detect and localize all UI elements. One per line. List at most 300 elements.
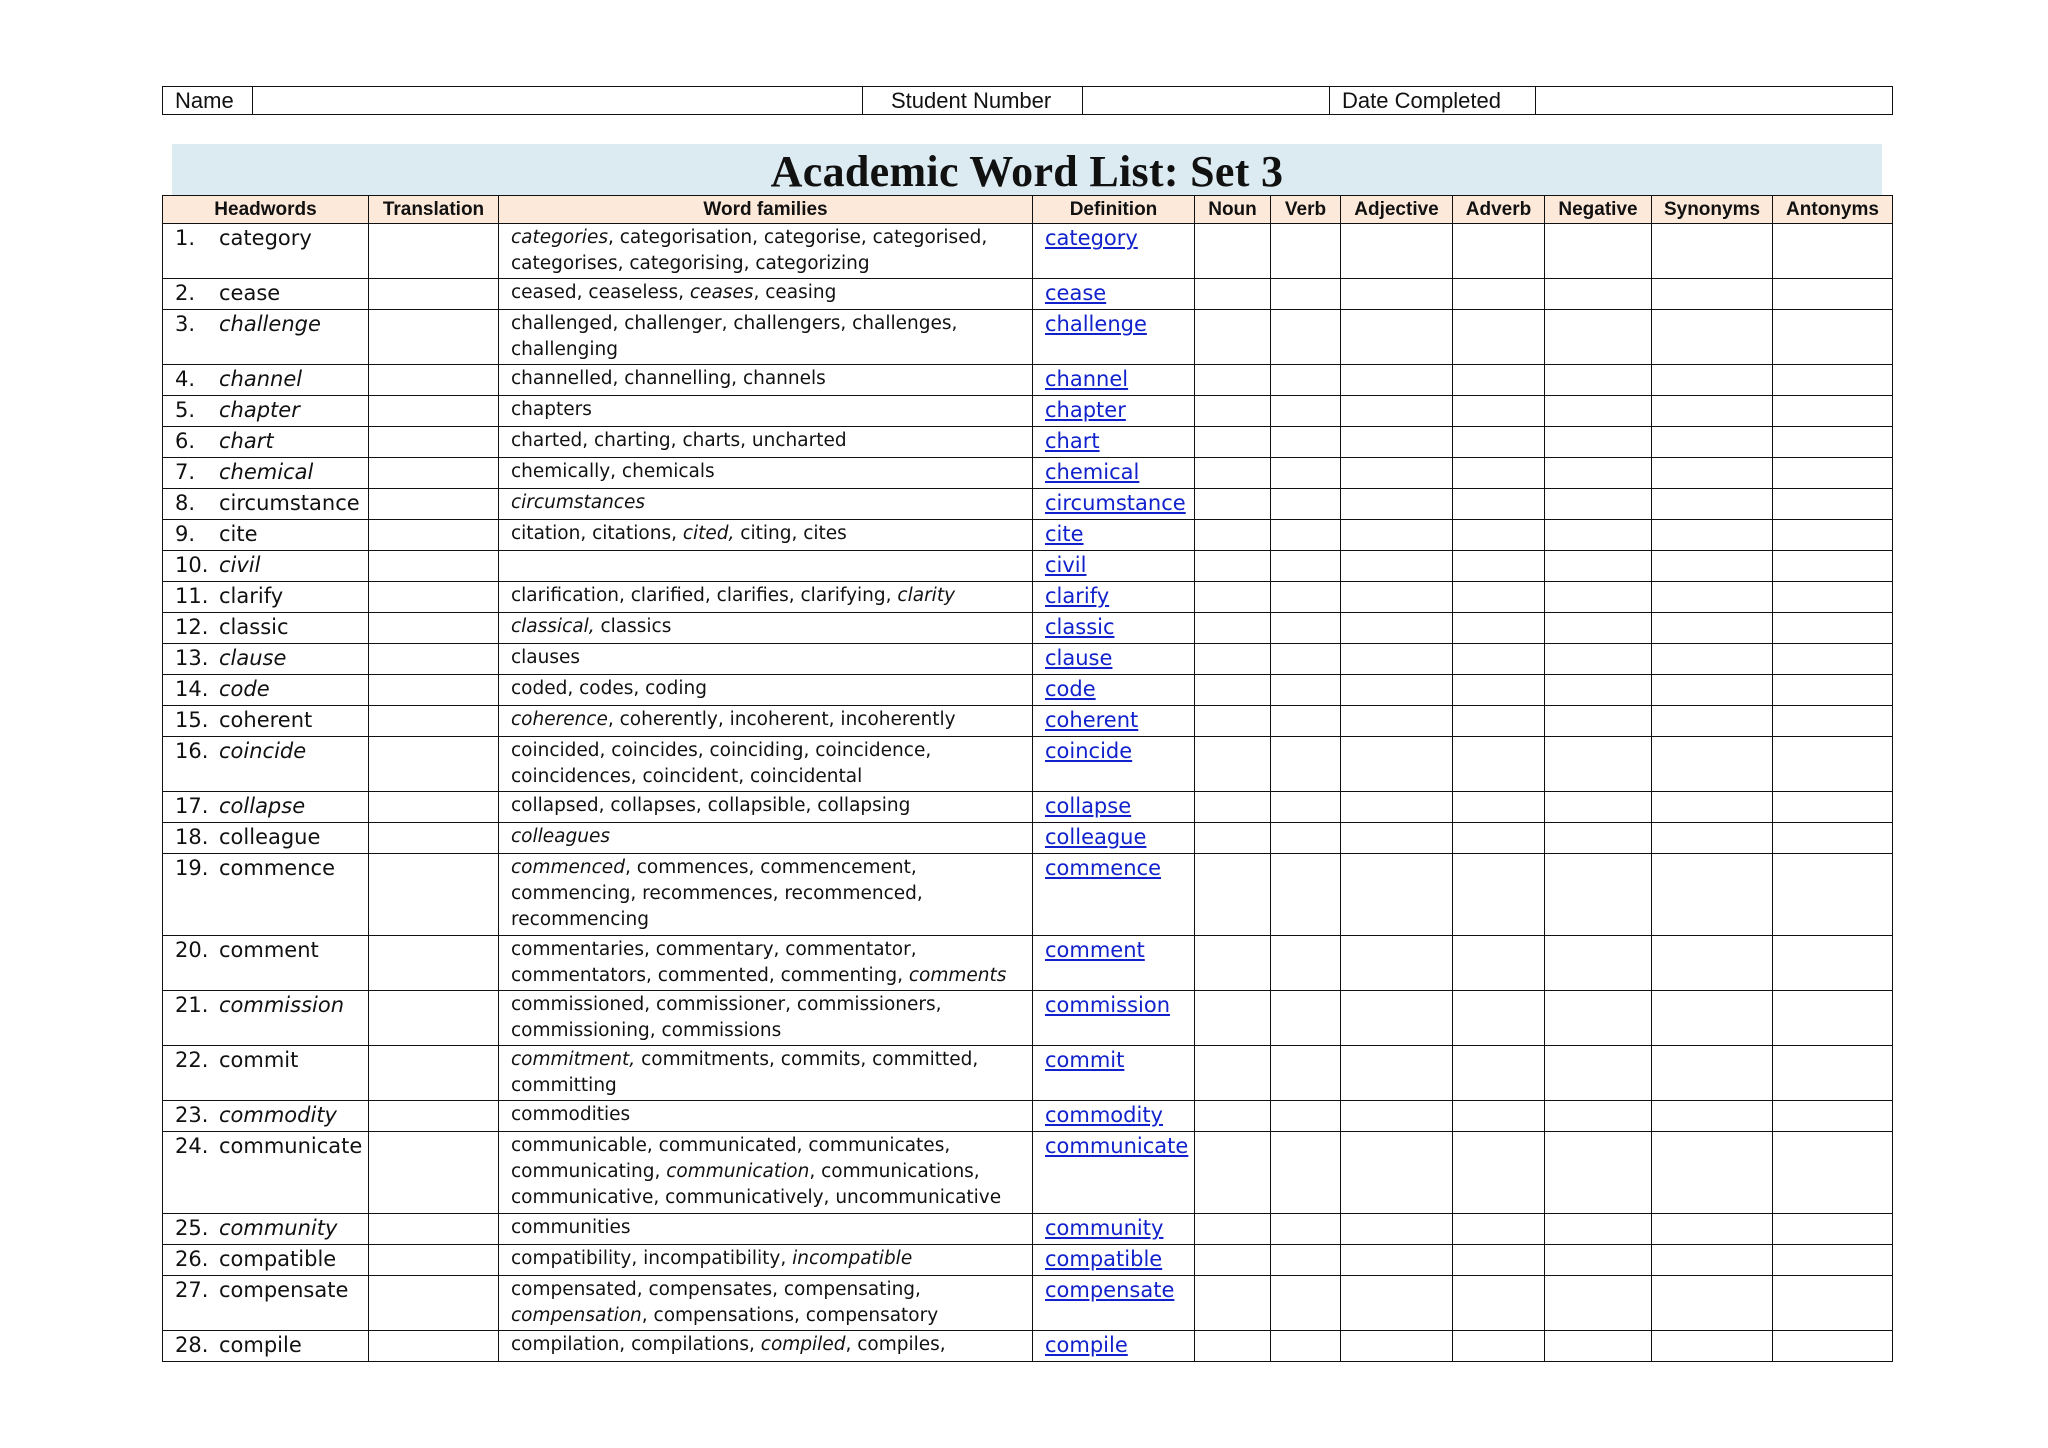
noun-cell[interactable] [1195,1331,1271,1362]
translation-cell[interactable] [369,991,499,1046]
verb-cell[interactable] [1271,310,1341,365]
definition-link[interactable]: commence [1045,856,1162,880]
adjective-cell[interactable] [1341,854,1453,936]
definition-cell [1033,310,1195,365]
word-families-cell [499,582,1033,613]
antonyms-cell[interactable] [1773,792,1893,823]
adjective-cell[interactable] [1341,737,1453,792]
verb-cell[interactable] [1271,1101,1341,1132]
noun-cell[interactable] [1195,520,1271,551]
antonyms-cell[interactable] [1773,551,1893,582]
verb-cell[interactable] [1271,737,1341,792]
adjective-cell[interactable] [1341,224,1453,279]
synonyms-cell[interactable] [1652,1214,1773,1245]
adverb-cell[interactable] [1453,427,1545,458]
adverb-cell[interactable] [1453,1331,1545,1362]
row-number: 17. [175,794,209,818]
synonyms-cell[interactable] [1652,1101,1773,1132]
antonyms-cell[interactable] [1773,396,1893,427]
noun-cell[interactable] [1195,1101,1271,1132]
word-family-text: challenged, challenger, challengers, challenges, challenging [511,313,958,360]
synonyms-cell[interactable] [1652,427,1773,458]
noun-cell[interactable] [1195,991,1271,1046]
noun-cell[interactable] [1195,1276,1271,1331]
negative-cell[interactable] [1545,823,1652,854]
word-family-text: classics [594,616,672,637]
adjective-cell[interactable] [1341,279,1453,310]
date-completed-label: Date Completed [1330,87,1536,115]
synonyms-cell[interactable] [1652,854,1773,936]
synonyms-cell[interactable] [1652,706,1773,737]
verb-cell[interactable] [1271,792,1341,823]
noun-cell[interactable] [1195,1132,1271,1214]
verb-cell[interactable] [1271,365,1341,396]
word-family-text: ceased, ceaseless, [511,282,690,303]
negative-cell[interactable] [1545,792,1652,823]
definition-link[interactable]: collapse [1045,794,1132,818]
definition-cell [1033,279,1195,310]
translation-cell[interactable] [369,427,499,458]
verb-cell[interactable] [1271,991,1341,1046]
negative-cell[interactable] [1545,489,1652,520]
verb-cell[interactable] [1271,1276,1341,1331]
translation-cell[interactable] [369,706,499,737]
name-label: Name [163,87,253,115]
noun-cell[interactable] [1195,1245,1271,1276]
synonyms-cell[interactable] [1652,991,1773,1046]
adjective-cell[interactable] [1341,520,1453,551]
adverb-cell[interactable] [1453,551,1545,582]
adjective-cell[interactable] [1341,1214,1453,1245]
adverb-cell[interactable] [1453,1101,1545,1132]
word-family-text: clauses [511,647,581,668]
adjective-cell[interactable] [1341,1046,1453,1101]
word-family-text: compensated, compensates, compensating, [511,1279,921,1300]
word-family-text: , ceasing [753,282,837,303]
antonyms-cell[interactable] [1773,279,1893,310]
synonyms-cell[interactable] [1652,737,1773,792]
verb-cell[interactable] [1271,706,1341,737]
antonyms-cell[interactable] [1773,458,1893,489]
definition-link[interactable]: chart [1045,429,1100,453]
adverb-cell[interactable] [1453,224,1545,279]
verb-cell[interactable] [1271,613,1341,644]
definition-link[interactable]: community [1045,1216,1164,1240]
adjective-cell[interactable] [1341,365,1453,396]
verb-cell[interactable] [1271,396,1341,427]
translation-cell[interactable] [369,644,499,675]
verb-cell[interactable] [1271,675,1341,706]
row-number: 4. [175,367,196,391]
antonyms-cell[interactable] [1773,1101,1893,1132]
adverb-cell[interactable] [1453,365,1545,396]
adverb-cell[interactable] [1453,279,1545,310]
negative-cell[interactable] [1545,427,1652,458]
noun-cell[interactable] [1195,854,1271,936]
negative-cell[interactable] [1545,310,1652,365]
negative-cell[interactable] [1545,396,1652,427]
word-family-text: collapsed, collapses, collapsible, collapsing [511,795,911,816]
row-number: 8. [175,491,196,515]
translation-cell[interactable] [369,551,499,582]
adverb-cell[interactable] [1453,458,1545,489]
definition-link[interactable]: commit [1045,1048,1125,1072]
verb-cell[interactable] [1271,1245,1341,1276]
adverb-cell[interactable] [1453,310,1545,365]
adjective-cell[interactable] [1341,1276,1453,1331]
verb-cell[interactable] [1271,823,1341,854]
student-number-field[interactable] [1083,87,1330,115]
synonyms-cell[interactable] [1652,1132,1773,1214]
noun-cell[interactable] [1195,706,1271,737]
noun-cell[interactable] [1195,823,1271,854]
definition-link[interactable]: cease [1045,281,1107,305]
verb-cell[interactable] [1271,644,1341,675]
negative-cell[interactable] [1545,582,1652,613]
noun-cell[interactable] [1195,1046,1271,1101]
noun-cell[interactable] [1195,675,1271,706]
translation-cell[interactable] [369,737,499,792]
definition-link[interactable]: classic [1045,615,1115,639]
adjective-cell[interactable] [1341,1101,1453,1132]
verb-cell[interactable] [1271,551,1341,582]
translation-cell[interactable] [369,1101,499,1132]
translation-cell[interactable] [369,489,499,520]
negative-cell[interactable] [1545,644,1652,675]
adjective-cell[interactable] [1341,823,1453,854]
noun-cell[interactable] [1195,279,1271,310]
synonyms-cell[interactable] [1652,458,1773,489]
antonyms-cell[interactable] [1773,1276,1893,1331]
translation-cell[interactable] [369,1132,499,1214]
antonyms-cell[interactable] [1773,991,1893,1046]
antonyms-cell[interactable] [1773,1245,1893,1276]
adverb-cell[interactable] [1453,1132,1545,1214]
adverb-cell[interactable] [1453,1276,1545,1331]
synonyms-cell[interactable] [1652,551,1773,582]
synonyms-cell[interactable] [1652,1331,1773,1362]
table-row [163,458,1893,489]
definition-link[interactable]: cite [1045,522,1084,546]
negative-cell[interactable] [1545,224,1652,279]
noun-cell[interactable] [1195,489,1271,520]
row-number: 15. [175,708,209,732]
adjective-cell[interactable] [1341,792,1453,823]
antonyms-cell[interactable] [1773,582,1893,613]
noun-cell[interactable] [1195,224,1271,279]
translation-cell[interactable] [369,224,499,279]
synonyms-cell[interactable] [1652,310,1773,365]
antonyms-cell[interactable] [1773,489,1893,520]
word-families-cell [499,854,1033,936]
definition-link[interactable]: colleague [1045,825,1147,849]
antonyms-cell[interactable] [1773,310,1893,365]
adverb-cell[interactable] [1453,706,1545,737]
definition-link[interactable]: commodity [1045,1103,1163,1127]
negative-cell[interactable] [1545,1132,1652,1214]
table-row [163,1132,1893,1214]
adverb-cell[interactable] [1453,936,1545,991]
definition-link[interactable]: code [1045,677,1096,701]
adjective-cell[interactable] [1341,675,1453,706]
noun-cell[interactable] [1195,310,1271,365]
adverb-cell[interactable] [1453,1214,1545,1245]
verb-cell[interactable] [1271,1214,1341,1245]
adverb-cell[interactable] [1453,613,1545,644]
headword: classic [219,615,289,639]
synonyms-cell[interactable] [1652,823,1773,854]
translation-cell[interactable] [369,310,499,365]
adverb-cell[interactable] [1453,520,1545,551]
noun-cell[interactable] [1195,613,1271,644]
headword: cite [219,522,258,546]
definition-link[interactable]: compile [1045,1333,1128,1357]
negative-cell[interactable] [1545,365,1652,396]
definition-link[interactable]: clarify [1045,584,1110,608]
adjective-cell[interactable] [1341,582,1453,613]
verb-cell[interactable] [1271,1132,1341,1214]
synonyms-cell[interactable] [1652,1245,1773,1276]
word-family-text: coded, codes, coding [511,678,707,699]
adverb-cell[interactable] [1453,854,1545,936]
definition-link[interactable]: chapter [1045,398,1126,422]
negative-cell[interactable] [1545,1046,1652,1101]
headword-cell [163,737,369,792]
definition-link[interactable]: coincide [1045,739,1133,763]
adverb-cell[interactable] [1453,792,1545,823]
adverb-cell[interactable] [1453,737,1545,792]
negative-cell[interactable] [1545,1276,1652,1331]
definition-link[interactable]: channel [1045,367,1129,391]
adjective-cell[interactable] [1341,991,1453,1046]
adjective-cell[interactable] [1341,1331,1453,1362]
noun-cell[interactable] [1195,427,1271,458]
translation-cell[interactable] [369,279,499,310]
adverb-cell[interactable] [1453,1245,1545,1276]
synonyms-cell[interactable] [1652,675,1773,706]
headword-cell [163,706,369,737]
adjective-cell[interactable] [1341,644,1453,675]
definition-link[interactable]: circumstance [1045,491,1186,515]
date-completed-field[interactable] [1536,87,1893,115]
noun-cell[interactable] [1195,458,1271,489]
adjective-cell[interactable] [1341,310,1453,365]
adverb-cell[interactable] [1453,675,1545,706]
definition-link[interactable]: coherent [1045,708,1139,732]
negative-cell[interactable] [1545,1101,1652,1132]
definition-link[interactable]: commission [1045,993,1171,1017]
adverb-cell[interactable] [1453,396,1545,427]
adverb-cell[interactable] [1453,489,1545,520]
antonyms-cell[interactable] [1773,823,1893,854]
antonyms-cell[interactable] [1773,706,1893,737]
antonyms-cell[interactable] [1773,224,1893,279]
synonyms-cell[interactable] [1652,396,1773,427]
column-header-synonyms: Synonyms [1652,196,1773,224]
synonyms-cell[interactable] [1652,520,1773,551]
adverb-cell[interactable] [1453,991,1545,1046]
antonyms-cell[interactable] [1773,613,1893,644]
headword: clarify [219,584,284,608]
word-family-text: clarification, clarified, clarifies, clarifying, [511,585,898,606]
negative-cell[interactable] [1545,520,1652,551]
noun-cell[interactable] [1195,936,1271,991]
noun-cell[interactable] [1195,644,1271,675]
adjective-cell[interactable] [1341,706,1453,737]
verb-cell[interactable] [1271,489,1341,520]
synonyms-cell[interactable] [1652,1046,1773,1101]
negative-cell[interactable] [1545,1245,1652,1276]
verb-cell[interactable] [1271,582,1341,613]
negative-cell[interactable] [1545,737,1652,792]
antonyms-cell[interactable] [1773,365,1893,396]
definition-cell [1033,1214,1195,1245]
adverb-cell[interactable] [1453,823,1545,854]
row-number: 12. [175,615,209,639]
negative-cell[interactable] [1545,936,1652,991]
word-families-cell [499,644,1033,675]
synonyms-cell[interactable] [1652,792,1773,823]
negative-cell[interactable] [1545,675,1652,706]
translation-cell[interactable] [369,792,499,823]
antonyms-cell[interactable] [1773,644,1893,675]
negative-cell[interactable] [1545,279,1652,310]
adjective-cell[interactable] [1341,613,1453,644]
adverb-cell[interactable] [1453,582,1545,613]
verb-cell[interactable] [1271,520,1341,551]
translation-cell[interactable] [369,1214,499,1245]
translation-cell[interactable] [369,675,499,706]
row-number: 21. [175,993,209,1017]
headword-cell [163,582,369,613]
synonyms-cell[interactable] [1652,279,1773,310]
noun-cell[interactable] [1195,582,1271,613]
verb-cell[interactable] [1271,224,1341,279]
headword: commence [219,856,336,880]
adjective-cell[interactable] [1341,489,1453,520]
antonyms-cell[interactable] [1773,427,1893,458]
adjective-cell[interactable] [1341,1245,1453,1276]
negative-cell[interactable] [1545,854,1652,936]
translation-cell[interactable] [369,823,499,854]
row-number: 24. [175,1134,209,1158]
noun-cell[interactable] [1195,551,1271,582]
negative-cell[interactable] [1545,706,1652,737]
definition-link[interactable]: chemical [1045,460,1140,484]
antonyms-cell[interactable] [1773,1046,1893,1101]
synonyms-cell[interactable] [1652,489,1773,520]
adjective-cell[interactable] [1341,427,1453,458]
antonyms-cell[interactable] [1773,1214,1893,1245]
definition-link[interactable]: civil [1045,553,1087,577]
definition-cell [1033,991,1195,1046]
definition-link[interactable]: clause [1045,646,1113,670]
table-row [163,675,1893,706]
noun-cell[interactable] [1195,396,1271,427]
translation-cell[interactable] [369,1046,499,1101]
headword-cell [163,675,369,706]
verb-cell[interactable] [1271,1046,1341,1101]
antonyms-cell[interactable] [1773,737,1893,792]
definition-link[interactable]: challenge [1045,312,1147,336]
definition-link[interactable]: compensate [1045,1278,1175,1302]
noun-cell[interactable] [1195,365,1271,396]
adjective-cell[interactable] [1341,936,1453,991]
headword: chart [219,429,274,453]
negative-cell[interactable] [1545,551,1652,582]
word-family-text: commissioned, commissioner, commissioners, commissioning, commissions [511,994,942,1041]
word-family-text: ceases [689,282,754,303]
synonyms-cell[interactable] [1652,613,1773,644]
antonyms-cell[interactable] [1773,936,1893,991]
negative-cell[interactable] [1545,991,1652,1046]
synonyms-cell[interactable] [1652,365,1773,396]
adverb-cell[interactable] [1453,1046,1545,1101]
negative-cell[interactable] [1545,1331,1652,1362]
translation-cell[interactable] [369,365,499,396]
verb-cell[interactable] [1271,936,1341,991]
headword-cell [163,365,369,396]
verb-cell[interactable] [1271,427,1341,458]
headword-cell [163,489,369,520]
verb-cell[interactable] [1271,279,1341,310]
column-header-verb: Verb [1271,196,1341,224]
name-field[interactable] [253,87,863,115]
translation-cell[interactable] [369,458,499,489]
translation-cell[interactable] [369,936,499,991]
noun-cell[interactable] [1195,792,1271,823]
noun-cell[interactable] [1195,1214,1271,1245]
adjective-cell[interactable] [1341,551,1453,582]
adjective-cell[interactable] [1341,396,1453,427]
translation-cell[interactable] [369,1331,499,1362]
antonyms-cell[interactable] [1773,675,1893,706]
synonyms-cell[interactable] [1652,582,1773,613]
adjective-cell[interactable] [1341,458,1453,489]
antonyms-cell[interactable] [1773,1331,1893,1362]
negative-cell[interactable] [1545,613,1652,644]
word-family-text: citation, citations, [511,523,683,544]
translation-cell[interactable] [369,613,499,644]
adjective-cell[interactable] [1341,1132,1453,1214]
synonyms-cell[interactable] [1652,1276,1773,1331]
synonyms-cell[interactable] [1652,224,1773,279]
antonyms-cell[interactable] [1773,1132,1893,1214]
translation-cell[interactable] [369,1245,499,1276]
translation-cell[interactable] [369,396,499,427]
verb-cell[interactable] [1271,1331,1341,1362]
verb-cell[interactable] [1271,458,1341,489]
definition-link[interactable]: communicate [1045,1134,1189,1158]
synonyms-cell[interactable] [1652,644,1773,675]
negative-cell[interactable] [1545,1214,1652,1245]
antonyms-cell[interactable] [1773,520,1893,551]
antonyms-cell[interactable] [1773,854,1893,936]
definition-link[interactable]: category [1045,226,1138,250]
verb-cell[interactable] [1271,854,1341,936]
headword: compensate [219,1278,349,1302]
translation-cell[interactable] [369,1276,499,1331]
synonyms-cell[interactable] [1652,936,1773,991]
translation-cell[interactable] [369,520,499,551]
definition-link[interactable]: comment [1045,938,1145,962]
translation-cell[interactable] [369,582,499,613]
negative-cell[interactable] [1545,458,1652,489]
noun-cell[interactable] [1195,737,1271,792]
translation-cell[interactable] [369,854,499,936]
adverb-cell[interactable] [1453,644,1545,675]
definition-link[interactable]: compatible [1045,1247,1163,1271]
